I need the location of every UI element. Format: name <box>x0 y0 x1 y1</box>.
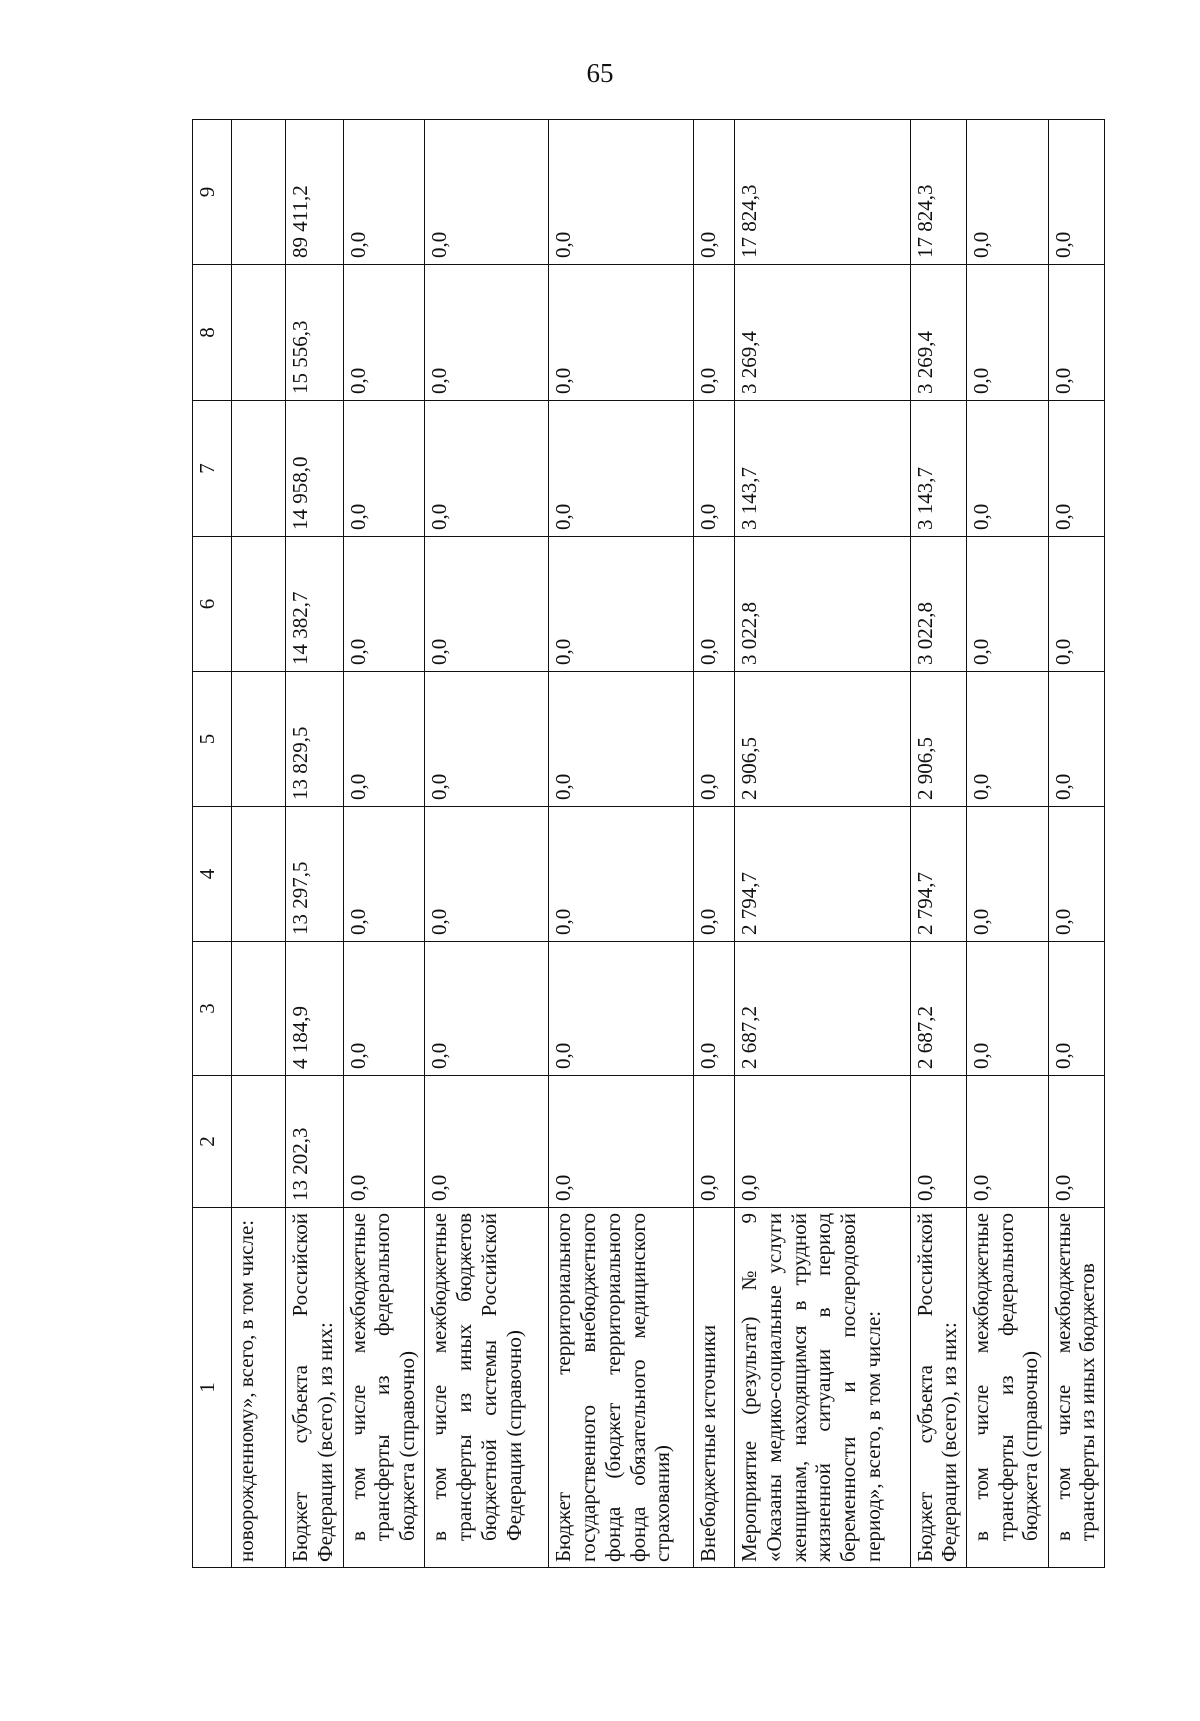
page-number: 65 <box>586 58 614 88</box>
value-cell: 2 906,5 <box>910 672 966 807</box>
value-cell: 0,0 <box>343 942 425 1076</box>
value-cell: 0,0 <box>693 807 734 942</box>
value-cell <box>232 942 286 1076</box>
value-cell: 0,0 <box>343 537 425 672</box>
value-cell: 2 906,5 <box>735 672 910 807</box>
value-cell: 0,0 <box>966 120 1048 265</box>
value-cell <box>232 265 286 401</box>
value-cell: 0,0 <box>1048 942 1104 1076</box>
value-cell: 0,0 <box>966 672 1048 807</box>
value-cell: 0,0 <box>1048 1076 1104 1208</box>
header-cell: 6 <box>193 537 232 672</box>
value-cell: 0,0 <box>966 401 1048 537</box>
value-cell: 3 022,8 <box>735 537 910 672</box>
table-header-row <box>193 120 232 1568</box>
value-cell: 0,0 <box>693 1076 734 1208</box>
row-label: Мероприятие (результат) № 9 «Оказаны медико-социальные услуги женщинам, находящимся в трудной жизненной ситуации в период беременности и послеродовой период», всего, в том числе: <box>735 1208 910 1568</box>
table-row <box>343 120 425 1568</box>
value-cell: 4 184,9 <box>285 942 343 1076</box>
value-cell: 0,0 <box>425 265 549 401</box>
value-cell: 3 269,4 <box>910 265 966 401</box>
value-cell: 2 687,2 <box>735 942 910 1076</box>
value-cell: 0,0 <box>549 401 693 537</box>
value-cell: 3 022,8 <box>910 537 966 672</box>
table-row <box>1048 120 1104 1568</box>
value-cell <box>232 537 286 672</box>
value-cell: 3 143,7 <box>735 401 910 537</box>
header-cell: 1 <box>193 1208 232 1568</box>
value-cell: 0,0 <box>549 942 693 1076</box>
table-row <box>910 120 966 1568</box>
value-cell: 0,0 <box>549 537 693 672</box>
row-label: в том числе межбюджетные трансферты из федерального бюджета (справочно) <box>343 1208 425 1568</box>
value-cell: 2 687,2 <box>910 942 966 1076</box>
value-cell <box>232 401 286 537</box>
value-cell: 0,0 <box>343 401 425 537</box>
header-cell: 5 <box>193 672 232 807</box>
value-cell: 0,0 <box>425 537 549 672</box>
value-cell: 0,0 <box>425 120 549 265</box>
value-cell: 0,0 <box>966 1076 1048 1208</box>
value-cell: 0,0 <box>1048 807 1104 942</box>
value-cell <box>232 120 286 265</box>
row-label: Бюджет субъекта Российской Федерации (всего), из них: <box>910 1208 966 1568</box>
value-cell: 0,0 <box>425 942 549 1076</box>
value-cell: 0,0 <box>549 807 693 942</box>
table-row <box>549 120 693 1568</box>
table-row <box>425 120 549 1568</box>
value-cell: 0,0 <box>549 672 693 807</box>
value-cell: 0,0 <box>343 120 425 265</box>
value-cell: 0,0 <box>1048 120 1104 265</box>
value-cell: 0,0 <box>735 1076 910 1208</box>
value-cell: 17 824,3 <box>735 120 910 265</box>
value-cell: 0,0 <box>425 807 549 942</box>
value-cell: 0,0 <box>966 265 1048 401</box>
value-cell: 0,0 <box>693 401 734 537</box>
value-cell: 0,0 <box>343 672 425 807</box>
value-cell: 89 411,2 <box>285 120 343 265</box>
table-row <box>285 120 343 1568</box>
value-cell: 0,0 <box>425 401 549 537</box>
value-cell: 2 794,7 <box>910 807 966 942</box>
value-cell: 0,0 <box>1048 672 1104 807</box>
value-cell <box>232 672 286 807</box>
value-cell: 0,0 <box>343 807 425 942</box>
value-cell: 17 824,3 <box>910 120 966 265</box>
value-cell: 14 382,7 <box>285 537 343 672</box>
value-cell: 0,0 <box>693 537 734 672</box>
value-cell <box>232 807 286 942</box>
row-label: в том числе межбюджетные трансферты из иных бюджетов бюджетной системы Российской Федерации (справочно) <box>425 1208 549 1568</box>
header-cell: 4 <box>193 807 232 942</box>
value-cell: 0,0 <box>343 1076 425 1208</box>
header-cell: 9 <box>193 120 232 265</box>
value-cell: 0,0 <box>343 265 425 401</box>
value-cell: 0,0 <box>966 807 1048 942</box>
value-cell: 15 556,3 <box>285 265 343 401</box>
value-cell: 0,0 <box>1048 401 1104 537</box>
value-cell: 0,0 <box>693 265 734 401</box>
value-cell: 14 958,0 <box>285 401 343 537</box>
rotated-table-container <box>192 120 1105 1568</box>
table-row <box>966 120 1048 1568</box>
table-row <box>232 120 286 1568</box>
row-label: в том числе межбюджетные трансферты из иных бюджетов <box>1048 1208 1104 1568</box>
value-cell: 13 829,5 <box>285 672 343 807</box>
header-cell: 2 <box>193 1076 232 1208</box>
value-cell: 3 269,4 <box>735 265 910 401</box>
value-cell: 2 794,7 <box>735 807 910 942</box>
value-cell: 0,0 <box>549 265 693 401</box>
value-cell: 0,0 <box>425 672 549 807</box>
value-cell: 0,0 <box>966 537 1048 672</box>
value-cell: 0,0 <box>549 120 693 265</box>
row-label: новорожденному», всего, в том числе: <box>232 1208 286 1568</box>
header-cell: 3 <box>193 942 232 1076</box>
value-cell: 0,0 <box>910 1076 966 1208</box>
value-cell: 0,0 <box>1048 265 1104 401</box>
row-label: Внебюджетные источники <box>693 1208 734 1568</box>
value-cell: 13 202,3 <box>285 1076 343 1208</box>
table-row <box>735 120 910 1568</box>
value-cell: 0,0 <box>966 942 1048 1076</box>
value-cell: 13 297,5 <box>285 807 343 942</box>
header-cell: 8 <box>193 265 232 401</box>
budget-table <box>192 119 1105 1568</box>
value-cell: 3 143,7 <box>910 401 966 537</box>
row-label: Бюджет территориального государственного внебюджетного фонда (бюджет территориального фонда обязательного медицинского страхования) <box>549 1208 693 1568</box>
value-cell: 0,0 <box>693 672 734 807</box>
row-label: Бюджет субъекта Российской Федерации (всего), из них: <box>285 1208 343 1568</box>
table-row <box>693 120 734 1568</box>
value-cell: 0,0 <box>693 120 734 265</box>
value-cell <box>232 1076 286 1208</box>
row-label: в том числе межбюджетные трансферты из федерального бюджета (справочно) <box>966 1208 1048 1568</box>
value-cell: 0,0 <box>549 1076 693 1208</box>
value-cell: 0,0 <box>693 942 734 1076</box>
value-cell: 0,0 <box>1048 537 1104 672</box>
value-cell: 0,0 <box>425 1076 549 1208</box>
header-cell: 7 <box>193 401 232 537</box>
